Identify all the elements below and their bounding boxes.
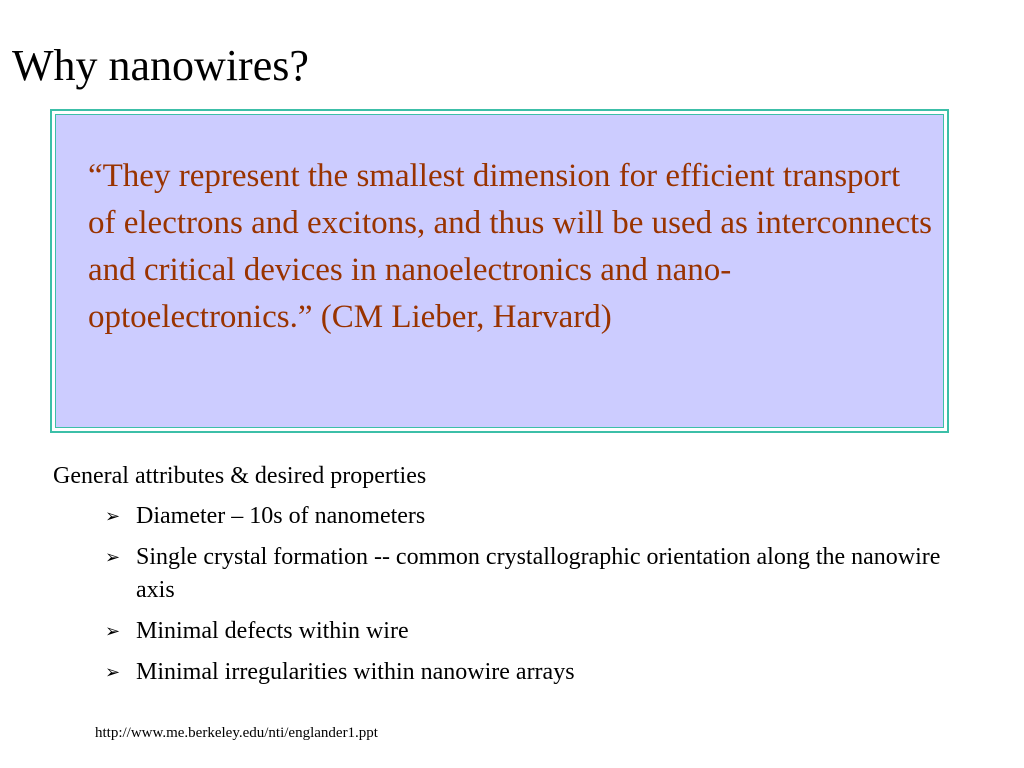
bullet-text: Minimal defects within wire [136, 618, 409, 644]
bullet-text: Minimal irregularities within nanowire arrays [136, 659, 575, 685]
list-item [53, 656, 973, 689]
list-item [53, 541, 973, 607]
arrowhead-bullet-icon: ➢ [105, 547, 121, 568]
quote-box-inner [55, 114, 944, 428]
arrowhead-bullet-icon: ➢ [105, 506, 121, 527]
list-item [53, 615, 973, 648]
bullet-text: Single crystal formation -- common crystallographic orientation along the nanowire axis [136, 544, 941, 603]
quote-text: “They represent the smallest dimension for efficient transport of electrons and excitons, and thus will be used as interconnects and critical devices in nanoelectronics and nano-optoelectronics.” (CM Lieber, Harvard) [88, 158, 933, 335]
arrowhead-bullet-icon: ➢ [105, 662, 121, 683]
bullet-text: Diameter – 10s of nanometers [136, 503, 426, 529]
slide-title: Why nanowires? [12, 41, 309, 90]
attributes-heading: General attributes & desired properties [53, 463, 427, 489]
arrowhead-bullet-icon: ➢ [105, 621, 121, 642]
attributes-section [53, 460, 973, 697]
bullet-list [53, 500, 973, 689]
list-item [53, 500, 973, 533]
quote-box [50, 109, 949, 433]
source-url[interactable]: http://www.me.berkeley.edu/nti/englander1.ppt [95, 725, 378, 741]
